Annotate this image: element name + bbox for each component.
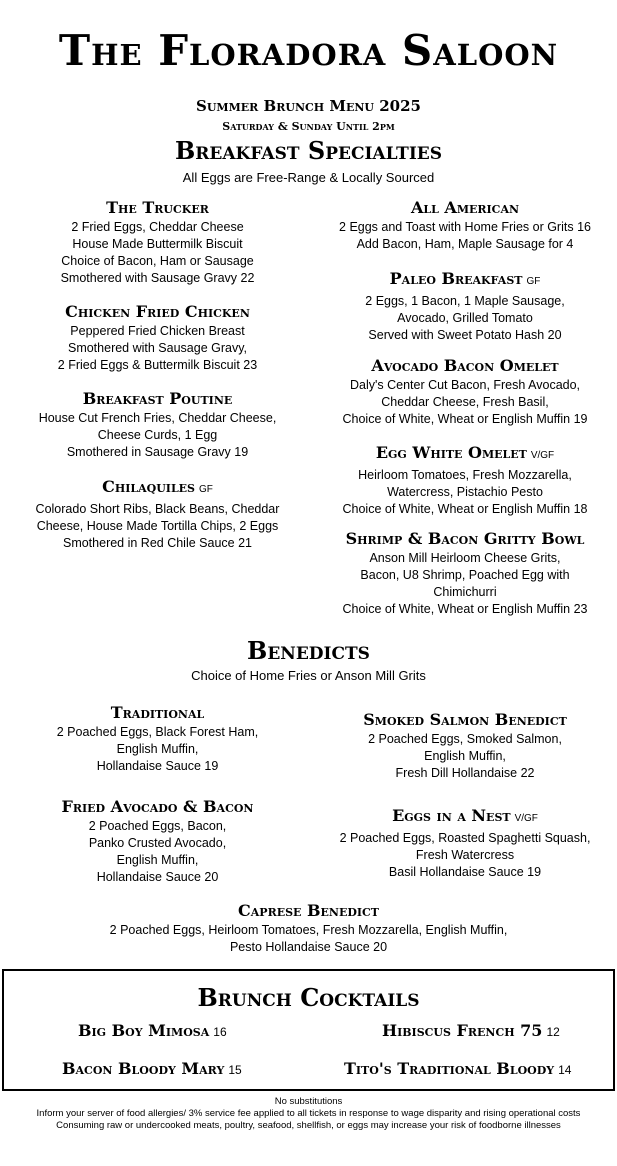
cocktail-titos-traditional-bloody: [344, 1059, 571, 1078]
cocktails-box: [2, 969, 615, 1091]
dietary-tag: GF: [199, 484, 213, 495]
item-line: Smothered with Sausage Gravy,: [67, 341, 248, 355]
item-line: Served with Sweet Potato Hash 20: [368, 328, 562, 342]
restaurant-title: The Floradora Saloon: [58, 26, 559, 75]
cocktail-price: 12: [546, 1025, 560, 1039]
item-line: Cheese, House Made Tortilla Chips, 2 Eggs: [36, 519, 279, 533]
item-line: 2 Fried Eggs, Cheddar Cheese: [71, 220, 244, 234]
menu-item-avocado-bacon-omelet: [315, 355, 615, 428]
footer-allergy-notice: Inform your server of food allergies/ 3% service fee applied to all tickets in response to wage disparity and rising operational costs: [36, 1108, 581, 1119]
footer-consumption-warning: Consuming raw or undercooked meats, poultry, seafood, shellfish, or eggs may increase your risk of foodborne illnesses: [56, 1120, 561, 1131]
item-line: 2 Eggs, 1 Bacon, 1 Maple Sausage,: [365, 294, 565, 308]
cocktail-price: 16: [213, 1025, 227, 1039]
menu-schedule: Saturday & Sunday Until 2pm: [222, 120, 395, 133]
item-line: Choice of Bacon, Ham or Sausage: [61, 254, 254, 268]
item-line: Heirloom Tomatoes, Fresh Mozzarella,: [358, 468, 572, 482]
cocktail-name: Big Boy Mimosa: [78, 1021, 210, 1040]
item-name: Breakfast Poutine: [82, 389, 233, 408]
item-line: Hollandaise Sauce 20: [96, 870, 219, 884]
item-line: Bacon, U8 Shrimp, Poached Egg with: [360, 568, 570, 582]
dietary-tag: V/GF: [514, 813, 538, 824]
item-line: Smothered with Sausage Gravy 22: [60, 271, 255, 285]
item-name: The Trucker: [106, 198, 209, 217]
item-line: Daly's Center Cut Bacon, Fresh Avocado,: [349, 378, 581, 392]
breakfast-heading: Breakfast Specialties: [174, 136, 443, 165]
item-line: 2 Poached Eggs, Heirloom Tomatoes, Fresh Mozzarella, English Muffin,: [109, 923, 508, 937]
cocktail-name: Hibiscus French 75: [382, 1021, 543, 1040]
item-name: Smoked Salmon Benedict: [363, 710, 567, 729]
item-line: House Made Buttermilk Biscuit: [72, 237, 243, 251]
menu-item-caprese-benedict: [0, 900, 617, 956]
item-line: Smothered in Red Chile Sauce 21: [62, 536, 252, 550]
item-name: Chilaquiles: [102, 477, 196, 496]
menu-item-paleo-breakfast: [315, 268, 615, 344]
item-line: Avocado, Grilled Tomato: [397, 311, 533, 325]
menu-item-eggs-in-a-nest: [315, 805, 615, 881]
cocktail-price: 15: [228, 1063, 242, 1077]
item-name: Chicken Fried Chicken: [65, 302, 250, 321]
cocktail-bacon-bloody-mary: [62, 1059, 242, 1078]
menu-subtitle: Summer Brunch Menu 2025: [196, 97, 421, 115]
benedicts-heading: Benedicts: [247, 636, 370, 665]
item-line: English Muffin,: [116, 853, 199, 867]
item-line: Add Bacon, Ham, Maple Sausage for 4: [356, 237, 574, 251]
item-line: Fresh Watercress: [415, 848, 515, 862]
cocktail-name: Tito's Traditional Bloody: [344, 1059, 555, 1078]
menu-item-all-american: [315, 197, 615, 253]
item-line: House Cut French Fries, Cheddar Cheese,: [38, 411, 277, 425]
menu-item-breakfast-poutine: [10, 388, 305, 461]
menu-item-traditional: [10, 702, 305, 775]
item-line: 2 Poached Eggs, Bacon,: [88, 819, 227, 833]
item-name: Egg White Omelet: [375, 443, 527, 462]
breakfast-note: All Eggs are Free-Range & Locally Sourced: [182, 170, 435, 185]
item-line: English Muffin,: [424, 749, 506, 763]
item-line: Smothered in Sausage Gravy 19: [66, 445, 249, 459]
item-name: Shrimp & Bacon Gritty Bowl: [345, 529, 585, 548]
item-name: Traditional: [110, 703, 205, 722]
item-line: Cheese Curds, 1 Egg: [97, 428, 218, 442]
item-line: Chimichurri: [433, 585, 497, 599]
cocktail-name: Bacon Bloody Mary: [62, 1059, 225, 1078]
item-line: English Muffin,: [116, 742, 199, 756]
item-name: Fried Avocado & Bacon: [61, 797, 254, 816]
menu-item-the-trucker: [10, 197, 305, 287]
item-line: Cheddar Cheese, Fresh Basil,: [381, 395, 549, 409]
item-line: Pesto Hollandaise Sauce 20: [229, 940, 388, 954]
item-line: Peppered Fried Chicken Breast: [70, 324, 245, 338]
item-name: Paleo Breakfast: [389, 269, 523, 288]
item-line: 2 Poached Eggs, Black Forest Ham,: [56, 725, 259, 739]
item-line: Hollandaise Sauce 19: [96, 759, 219, 773]
menu-item-shrimp-bacon-gritty-bowl: [315, 528, 615, 618]
item-name: Avocado Bacon Omelet: [371, 356, 559, 375]
cocktail-price: 14: [558, 1063, 572, 1077]
footer-no-substitutions: No substitutions: [274, 1096, 343, 1107]
item-line: 2 Eggs and Toast with Home Fries or Grits 16: [339, 220, 591, 234]
dietary-tag: V/GF: [530, 450, 555, 461]
dietary-tag: GF: [526, 276, 541, 287]
item-line: Basil Hollandaise Sauce 19: [388, 865, 542, 879]
menu-item-egg-white-omelet: [315, 442, 615, 518]
item-line: 2 Poached Eggs, Smoked Salmon,: [368, 732, 562, 746]
item-line: 2 Fried Eggs & Buttermilk Biscuit 23: [57, 358, 258, 372]
item-line: Choice of White, Wheat or English Muffin 23: [342, 602, 588, 616]
item-name: Caprese Benedict: [238, 901, 379, 920]
benedicts-note: Choice of Home Fries or Anson Mill Grits: [191, 668, 426, 683]
item-line: Watercress, Pistachio Pesto: [387, 485, 543, 499]
item-line: 2 Poached Eggs, Roasted Spaghetti Squash,: [339, 831, 591, 845]
item-line: Choice of White, Wheat or English Muffin 18: [342, 502, 588, 516]
item-line: Fresh Dill Hollandaise 22: [395, 766, 535, 780]
cocktail-big-boy-mimosa: [78, 1021, 227, 1040]
item-line: Panko Crusted Avocado,: [88, 836, 227, 850]
cocktails-heading: Brunch Cocktails: [197, 983, 420, 1012]
item-name: Eggs in a Nest: [392, 806, 511, 825]
menu-item-smoked-salmon-benedict: [315, 709, 615, 782]
menu-item-chicken-fried-chicken: [10, 301, 305, 374]
item-line: Anson Mill Heirloom Cheese Grits,: [369, 551, 561, 565]
item-name: All American: [410, 198, 520, 217]
cocktail-hibiscus-french-75: [382, 1021, 560, 1040]
menu-item-chilaquiles: [10, 476, 305, 552]
item-line: Choice of White, Wheat or English Muffin 19: [342, 412, 588, 426]
item-line: Colorado Short Ribs, Black Beans, Cheddar: [35, 502, 280, 516]
menu-item-fried-avocado-bacon: [10, 796, 305, 886]
